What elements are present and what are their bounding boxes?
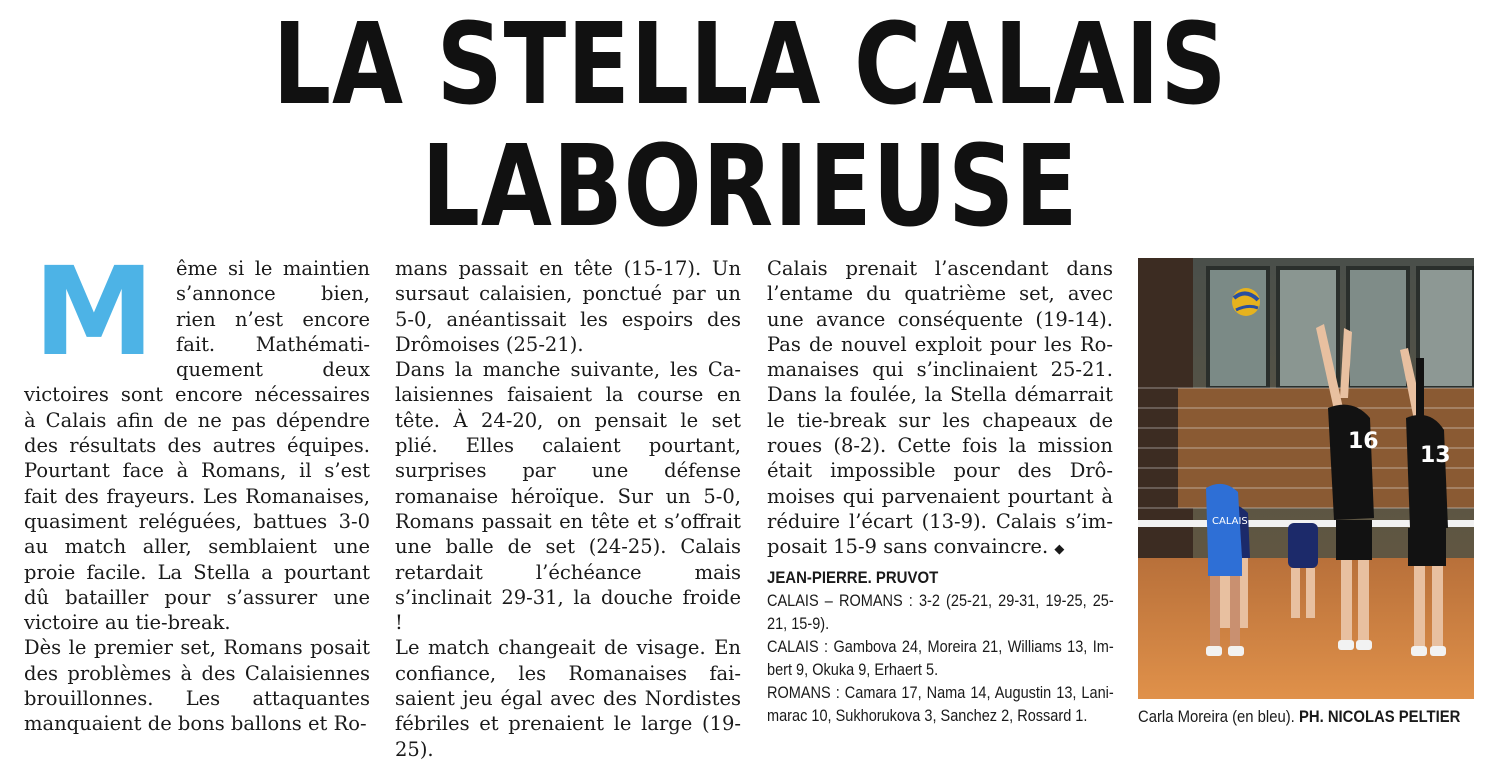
photo-credit: PH. NICOLAS PELTIER bbox=[1298, 708, 1461, 726]
byline: JEAN-PIERRE. PRUVOT bbox=[767, 567, 939, 587]
article-column-2 bbox=[395, 256, 741, 762]
article-column-1 bbox=[24, 241, 370, 737]
drop-cap: M bbox=[33, 241, 155, 383]
jersey-number-13: 13 bbox=[1420, 443, 1451, 468]
paragraph bbox=[24, 241, 370, 635]
paragraph: Le match changeait de visage. En confiance, les Romanaises faisaient jeu égal avec des Nordistes fébriles et prenaient le large (19-25). bbox=[395, 636, 741, 761]
headline-line-1: LA STELLA CALAIS bbox=[272, 0, 1228, 130]
paragraph bbox=[767, 256, 1113, 563]
photo-illustration bbox=[1138, 258, 1474, 699]
paragraph: Dès le premier set, Romans posait des problèmes à des Calaisiennes brouillonnes. Les attaquantes manquaient de bons ballons et Ro- bbox=[24, 636, 370, 736]
photo-caption bbox=[1138, 706, 1460, 728]
caption-text: Carla Moreira (en bleu). bbox=[1138, 708, 1295, 726]
paragraph-text: Calais prenait l’ascendant dans l’entame du quatrième set, avec une avance conséquente (19-14). Pas de nouvel exploit pour les Romanaises qui s’inclinaient 25-21. Dans la foulée, la Stella démarrait le tie-break sur les chapeaux de roues (8-2). Cette fois la mission était impossible pour des Drômoises qui parvenaient pourtant à réduire l’écart (13-9). Calais s’imposait 15-9 sans convaincre. bbox=[767, 257, 1113, 559]
end-diamond-icon: ◆ bbox=[1054, 542, 1065, 558]
results-score: CALAIS – ROMANS : 3-2 (25-21, 29-31, 19-25, 25-21, 15-9). bbox=[767, 591, 1114, 633]
paragraph: Dans la manche suivante, les Calaisiennes faisaient la course en tête. À 24-20, on pensait le set plié. Elles calaient pourtant, surprises par une défense romanaise héroïque. Sur un 5-0, Romans passait en tête et s’offrait une balle de set (24-25). Calais retardait l’échéance mais s’inclinait 29-31, la douche froide ! bbox=[395, 358, 741, 635]
jersey-number-16: 16 bbox=[1348, 429, 1379, 454]
svg-text:CALAIS: CALAIS bbox=[1212, 516, 1248, 527]
paragraph-text: ême si le maintien s’annonce bien, rien n’est encore fait. Mathématiquement deux victoires sont encore nécessaires à Calais afin de ne pas dépendre des résultats des autres équipes. Pourtant face à Romans, il s’est fait des frayeurs. Les Romanaises, quasiment reléguées, battues 3-0 au match aller, semblaient une proie facile. La Stella a pourtant dû batailler pour s’assurer une victoire au tie-break. bbox=[24, 257, 370, 635]
volleyball-photo bbox=[1138, 258, 1474, 699]
results-box bbox=[767, 590, 1113, 728]
article-column-3 bbox=[767, 256, 1113, 728]
results-romans: ROMANS : Camara 17, Nama 14, Augustin 13, Lanimarac 10, Sukhorukova 3, Sanchez 2, Rossard 1. bbox=[767, 683, 1114, 725]
headline-line-2: LABORIEUSE bbox=[421, 122, 1079, 252]
results-calais: CALAIS : Gambova 24, Moreira 21, Williams 13, Imbert 9, Okuka 9, Erhaert 5. bbox=[767, 637, 1114, 679]
paragraph: mans passait en tête (15-17). Un sursaut calaisien, ponctué par un 5-0, anéantissait les espoirs des Drômoises (25-21). bbox=[395, 257, 741, 356]
